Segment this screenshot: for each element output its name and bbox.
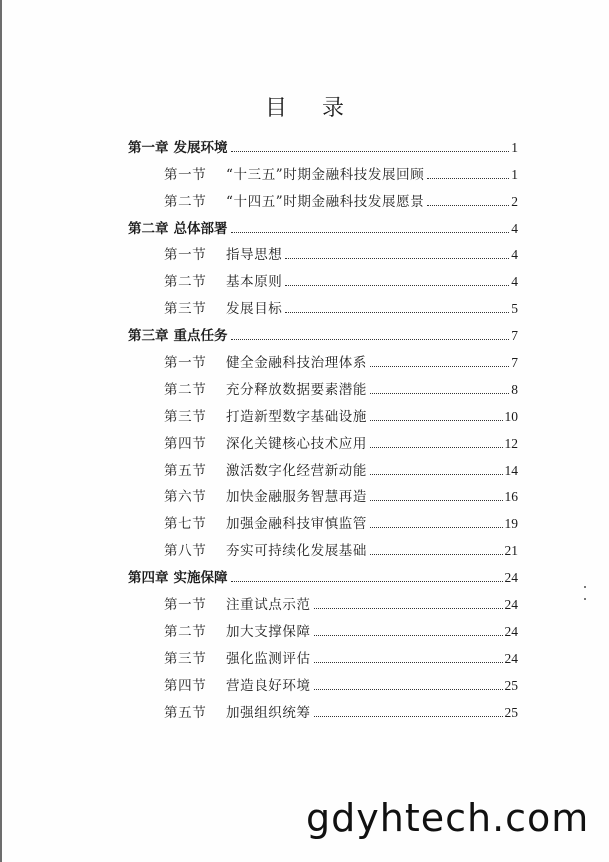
toc-entry-title: “十三五”时期金融科技发展回顾 bbox=[226, 166, 425, 183]
toc-entry-title: 深化关键核心技术应用 bbox=[226, 435, 367, 452]
toc-section-entry[interactable] bbox=[128, 344, 518, 371]
toc-page-number: 4 bbox=[511, 220, 518, 236]
dot-leader bbox=[231, 338, 510, 340]
toc-chapter-entry[interactable] bbox=[128, 129, 518, 156]
dot-leader bbox=[370, 419, 503, 421]
toc-entry-label bbox=[164, 190, 424, 210]
toc-entry-label bbox=[164, 674, 311, 694]
toc-page-number: 12 bbox=[504, 435, 518, 451]
toc-entry-title: 加快金融服务智慧再造 bbox=[226, 489, 367, 506]
dot-leader bbox=[427, 177, 509, 179]
toc-entry-label bbox=[164, 297, 282, 317]
toc-section-entry[interactable] bbox=[128, 237, 518, 264]
toc-entry-title: 加大支撑保障 bbox=[226, 623, 311, 640]
toc-section-entry[interactable] bbox=[128, 263, 518, 290]
toc-entry-label bbox=[164, 163, 424, 183]
toc-entry-number: 第二节 bbox=[164, 381, 207, 398]
toc-section-entry[interactable] bbox=[128, 479, 518, 506]
toc-entry-number: 第二章 bbox=[128, 220, 169, 237]
scan-speck bbox=[584, 586, 586, 588]
toc-page-number: 25 bbox=[504, 704, 518, 720]
toc-entry-title: 加强组织统筹 bbox=[226, 704, 311, 721]
toc-page-number: 14 bbox=[504, 462, 518, 478]
dot-leader bbox=[370, 473, 503, 475]
toc-section-entry[interactable] bbox=[128, 640, 518, 667]
toc-entry-label bbox=[128, 136, 228, 156]
toc-entry-number: 第三节 bbox=[164, 650, 207, 667]
toc-section-entry[interactable] bbox=[128, 183, 518, 210]
toc-entry-label bbox=[164, 243, 282, 263]
dot-leader bbox=[427, 204, 509, 206]
toc-entry-title: 健全金融科技治理体系 bbox=[226, 355, 367, 372]
toc-page-number: 24 bbox=[504, 623, 518, 639]
dot-leader bbox=[370, 553, 503, 555]
toc-entry-label bbox=[128, 324, 228, 344]
toc-page-number: 24 bbox=[504, 597, 518, 613]
dot-leader bbox=[314, 661, 503, 663]
toc-entry-number: 第四章 bbox=[128, 570, 169, 587]
dot-leader bbox=[314, 688, 503, 690]
toc-entry-title: 激活数字化经营新动能 bbox=[226, 462, 367, 479]
toc-section-entry[interactable] bbox=[128, 156, 518, 183]
toc-entry-title: 重点任务 bbox=[173, 328, 228, 345]
dot-leader bbox=[231, 150, 510, 152]
toc-entry-number: 第一节 bbox=[164, 166, 207, 183]
toc-section-entry[interactable] bbox=[128, 505, 518, 532]
toc-entry-number: 第二节 bbox=[164, 193, 207, 210]
toc-section-entry[interactable] bbox=[128, 586, 518, 613]
page-title: 目 录 bbox=[265, 95, 358, 121]
dot-leader bbox=[314, 634, 503, 636]
toc-page-number: 24 bbox=[504, 570, 518, 586]
toc-entry-label bbox=[128, 217, 228, 237]
toc-page-number: 16 bbox=[504, 489, 518, 505]
toc-entry-label bbox=[164, 378, 367, 398]
toc-section-entry[interactable] bbox=[128, 452, 518, 479]
toc-page-number: 24 bbox=[504, 650, 518, 666]
toc-page-number: 21 bbox=[504, 543, 518, 559]
toc-entry-title: 发展目标 bbox=[226, 301, 283, 318]
toc-entry-title: 总体部署 bbox=[173, 220, 228, 237]
toc-page-number: 5 bbox=[511, 301, 518, 317]
toc-entry-label bbox=[164, 512, 367, 532]
toc-section-entry[interactable] bbox=[128, 694, 518, 721]
toc-page-number: 8 bbox=[511, 381, 518, 397]
toc-section-entry[interactable] bbox=[128, 667, 518, 694]
toc-entry-label bbox=[164, 539, 367, 559]
toc-entry-number: 第八节 bbox=[164, 543, 207, 560]
toc-section-entry[interactable] bbox=[128, 532, 518, 559]
toc-entry-label bbox=[164, 351, 367, 371]
toc-entry-title: 指导思想 bbox=[226, 247, 283, 264]
toc-section-entry[interactable] bbox=[128, 613, 518, 640]
dot-leader bbox=[370, 365, 509, 367]
scan-speck bbox=[584, 598, 586, 600]
toc-entry-label bbox=[164, 593, 311, 613]
toc-entry-number: 第一章 bbox=[128, 139, 169, 156]
toc-page-number: 19 bbox=[504, 516, 518, 532]
toc-entry-number: 第一节 bbox=[164, 355, 207, 372]
toc-entry-title: 注重试点示范 bbox=[226, 597, 311, 614]
dot-leader bbox=[370, 392, 509, 394]
dot-leader bbox=[370, 526, 503, 528]
toc-entry-number: 第四节 bbox=[164, 435, 207, 452]
toc-page-number: 25 bbox=[504, 677, 518, 693]
toc-entry-title: 夯实可持续化发展基础 bbox=[226, 543, 367, 560]
toc-entry-label bbox=[164, 701, 311, 721]
toc-section-entry[interactable] bbox=[128, 290, 518, 317]
toc-entry-number: 第四节 bbox=[164, 677, 207, 694]
toc-entry-title: 发展环境 bbox=[173, 139, 228, 156]
toc-page-number: 4 bbox=[511, 247, 518, 263]
dot-leader bbox=[231, 580, 503, 582]
toc-entry-label bbox=[164, 270, 282, 290]
toc-entry-number: 第五节 bbox=[164, 462, 207, 479]
toc-entry-label bbox=[164, 620, 311, 640]
toc-section-entry[interactable] bbox=[128, 371, 518, 398]
toc-entry-title: 实施保障 bbox=[173, 570, 228, 587]
toc-page-number: 7 bbox=[511, 355, 518, 371]
toc-entry-number: 第三节 bbox=[164, 408, 207, 425]
toc-entry-label bbox=[164, 485, 367, 505]
toc-entry-number: 第七节 bbox=[164, 516, 207, 533]
toc-entry-number: 第六节 bbox=[164, 489, 207, 506]
toc-chapter-entry[interactable] bbox=[128, 559, 518, 586]
toc-entry-title: 加强金融科技审慎监管 bbox=[226, 516, 367, 533]
toc-page-number: 1 bbox=[511, 139, 518, 155]
toc-entry-title: “十四五”时期金融科技发展愿景 bbox=[226, 193, 425, 210]
toc-entry-number: 第二节 bbox=[164, 274, 207, 291]
dot-leader bbox=[314, 607, 503, 609]
toc-entry-title: 营造良好环境 bbox=[226, 677, 311, 694]
toc-entry-number: 第三节 bbox=[164, 301, 207, 318]
toc-entry-title: 基本原则 bbox=[226, 274, 283, 291]
table-of-contents bbox=[128, 129, 518, 721]
dot-leader bbox=[231, 231, 510, 233]
toc-entry-number: 第五节 bbox=[164, 704, 207, 721]
dot-leader bbox=[370, 446, 503, 448]
toc-page-number: 4 bbox=[511, 274, 518, 290]
watermark: gdyhtech.com bbox=[306, 796, 590, 840]
toc-page-number: 7 bbox=[511, 328, 518, 344]
dot-leader bbox=[285, 257, 509, 259]
toc-entry-label bbox=[164, 647, 311, 667]
dot-leader bbox=[285, 311, 509, 313]
dot-leader bbox=[370, 499, 503, 501]
toc-chapter-entry[interactable] bbox=[128, 317, 518, 344]
page-left-edge bbox=[0, 0, 2, 862]
toc-entry-number: 第一节 bbox=[164, 247, 207, 264]
toc-entry-label bbox=[128, 566, 228, 586]
toc-entry-number: 第三章 bbox=[128, 328, 169, 345]
toc-chapter-entry[interactable] bbox=[128, 210, 518, 237]
dot-leader bbox=[314, 715, 503, 717]
toc-entry-label bbox=[164, 432, 367, 452]
toc-page-number: 1 bbox=[511, 166, 518, 182]
toc-entry-label bbox=[164, 459, 367, 479]
toc-entry-number: 第二节 bbox=[164, 623, 207, 640]
toc-entry-title: 充分释放数据要素潜能 bbox=[226, 381, 367, 398]
toc-section-entry[interactable] bbox=[128, 398, 518, 425]
toc-page-number: 2 bbox=[511, 193, 518, 209]
toc-page-number: 10 bbox=[504, 408, 518, 424]
dot-leader bbox=[285, 284, 509, 286]
toc-entry-label bbox=[164, 405, 367, 425]
toc-entry-number: 第一节 bbox=[164, 597, 207, 614]
toc-entry-title: 打造新型数字基础设施 bbox=[226, 408, 367, 425]
toc-entry-title: 强化监测评估 bbox=[226, 650, 311, 667]
toc-section-entry[interactable] bbox=[128, 425, 518, 452]
